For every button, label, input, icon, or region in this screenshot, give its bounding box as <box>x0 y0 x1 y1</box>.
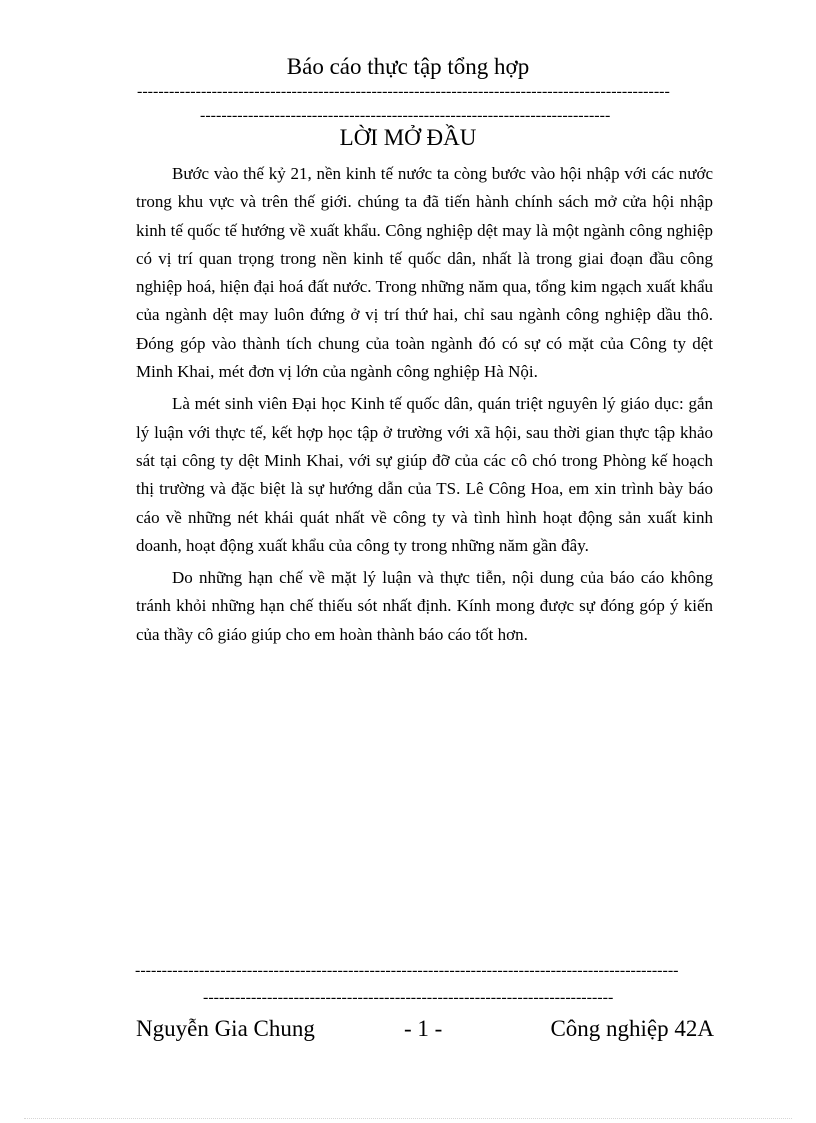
footer-class-name: Công nghiệp 42A <box>550 1016 714 1041</box>
paragraph: Là mét sinh viên Đại học Kinh tế quốc dân, quán triệt nguyên lý giáo dục: gắn lý luận với thực tế, kết hợp học tập ở trường với xã hội, sau thời gian thực tập khảo sát tại công ty dệt Minh Khai, với sự giúp đỡ của các cô chó trong Phòng kế hoạch thị trường và đặc biệt là sự hướng dẫn của TS. Lê Công Hoa, em xin trình bày báo cáo về những nét khái quát nhất về công ty và tình hình hoạt động sản xuất kinh doanh, hoạt động xuất khẩu của công ty trong những năm gần đây. <box>136 394 713 555</box>
body-text <box>136 160 713 653</box>
section-heading: LỜI MỞ ĐẦU <box>339 125 477 150</box>
paragraph: Do những hạn chế về mặt lý luận và thực tiễn, nội dung của báo cáo không tránh khỏi những hạn chế thiếu sót nhất định. Kính mong được sự đóng góp ý kiến của thầy cô giáo giúp cho em hoàn thành báo cáo tốt hơn. <box>136 568 713 644</box>
header-dash-divider-short: ----------------------------------------------------------------------------- <box>200 108 611 124</box>
footer-dash-divider-short: ----------------------------------------------------------------------------- <box>203 990 614 1006</box>
footer-dash-divider: ------------------------------------------------------------------------------------------------------ <box>135 963 679 979</box>
running-header-title: Báo cáo thực tập tổng hợp <box>286 54 530 79</box>
footer-author: Nguyễn Gia Chung <box>136 1016 315 1041</box>
paragraph: Bước vào thế kỷ 21, nền kinh tế nước ta còng bước vào hội nhập với các nước trong khu vực và trên thế giới. chúng ta đã tiến hành chính sách mở cửa hội nhập kinh tế quốc tế hướng về xuất khẩu. Công nghiệp dệt may là một ngành công nghiệp có vị trí quan trọng trong nền kinh tế quốc dân, nhất là trong giai đoạn đầu công nghiệp hoá, hiện đại hoá đất nước. Trong những năm qua, tổng kim ngạch xuất khẩu của ngành dệt may luôn đứng ở vị trí thứ hai, chỉ sau ngành công nghiệp dầu thô. Đóng góp vào thành tích chung của toàn ngành đó có sự có mặt của Công ty dệt Minh Khai, mét đơn vị lớn của ngành công nghiệp Hà Nội. <box>136 164 713 382</box>
page-bottom-edge <box>24 1118 792 1119</box>
running-footer <box>136 1013 714 1045</box>
header-dash-divider: ---------------------------------------------------------------------------------------------------- <box>137 84 670 100</box>
page-number: - 1 - <box>404 1016 443 1041</box>
